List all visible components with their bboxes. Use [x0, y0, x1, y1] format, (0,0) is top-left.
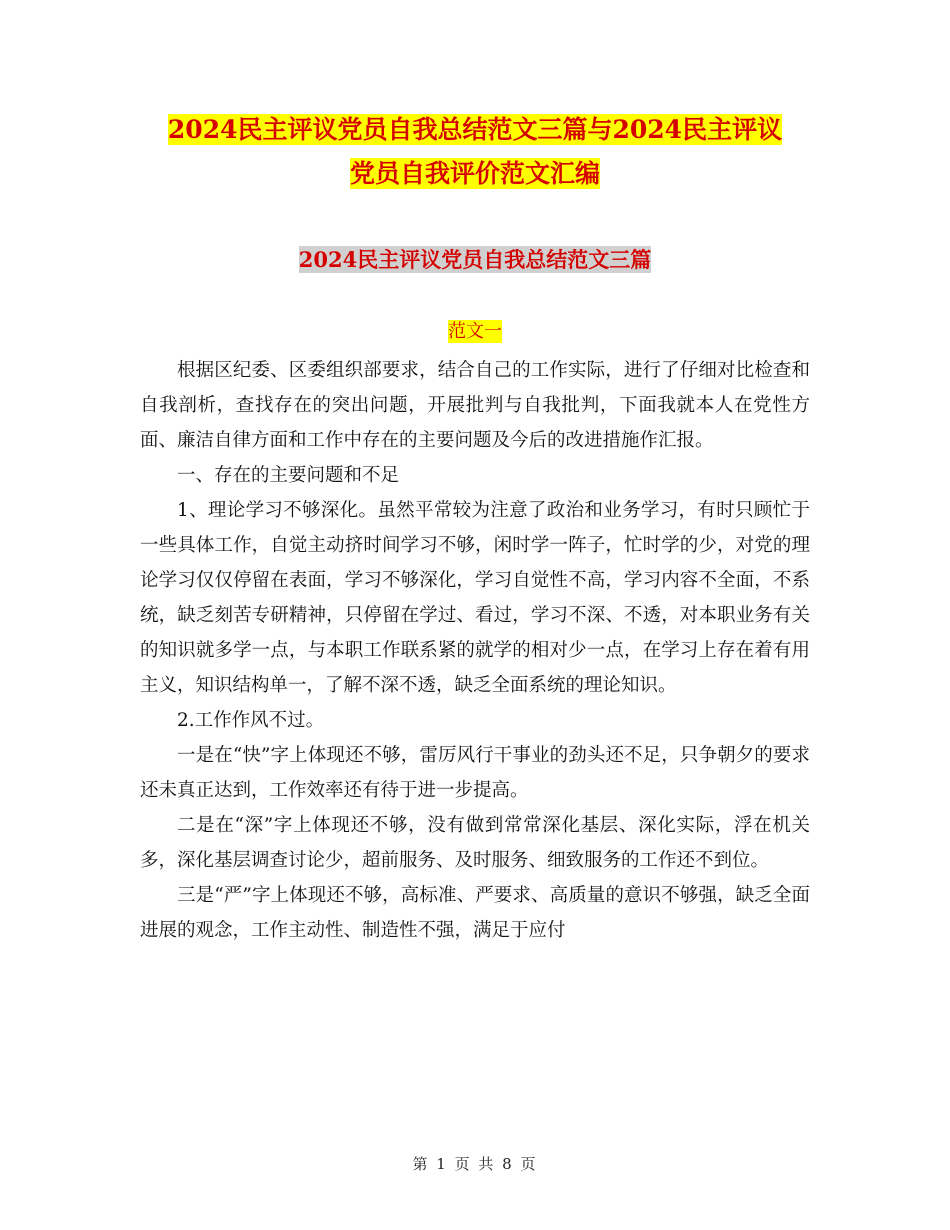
title-line-1: 2024民主评议党员自我总结范文三篇与2024民主评议	[167, 115, 783, 144]
section-title	[140, 242, 810, 278]
section-title-text: 2024民主评议党员自我总结范文三篇	[298, 247, 652, 272]
sample-label-text: 范文一	[448, 321, 502, 342]
document-title	[140, 108, 810, 196]
paragraph: 一、存在的主要问题和不足	[177, 465, 400, 486]
sample-label	[140, 316, 810, 348]
paragraph: 三是“严”字上体现还不够，高标准、严要求、高质量的意识不够强，缺乏全面进展的观念，工作主动性、制造性不强，满足于应付	[140, 885, 810, 941]
page-indicator: 第 1 页 共 8 页	[412, 1155, 538, 1173]
paragraph: 1、理论学习不够深化。虽然平常较为注意了政治和业务学习，有时只顾忙于一些具体工作，自觉主动挤时间学习不够，闲时学一阵子，忙时学的少，对党的理论学习仅仅停留在表面，学习不够深化，学习自觉性不高，学习内容不全面，不系统，缺乏刻苦专研精神，只停留在学过、看过，学习不深、不透，对本职业务有关的知识就多学一点，与本职工作联系紧的就学的相对少一点，在学习上存在着有用主义，知识结构单一，了解不深不透，缺乏全面系统的理论知识。	[140, 500, 810, 696]
paragraph: 根据区纪委、区委组织部要求，结合自己的工作实际，进行了仔细对比检查和自我剖析，查找存在的突出问题，开展批判与自我批判，下面我就本人在党性方面、廉洁自律方面和工作中存在的主要问题及今后的改进措施作汇报。	[140, 360, 810, 451]
paragraph: 一是在“快”字上体现还不够，雷厉风行干事业的劲头还不足，只争朝夕的要求还未真正达到，工作效率还有待于进一步提高。	[140, 745, 810, 801]
paragraph: 二是在“深”字上体现还不够，没有做到常常深化基层、深化实际，浮在机关多，深化基层调查讨论少，超前服务、及时服务、细致服务的工作还不到位。	[140, 815, 810, 871]
title-line-2: 党员自我评价范文汇编	[349, 159, 600, 188]
paragraph: 2.工作作风不过。	[177, 710, 325, 731]
page-footer	[0, 1153, 950, 1174]
document-body	[140, 353, 810, 948]
